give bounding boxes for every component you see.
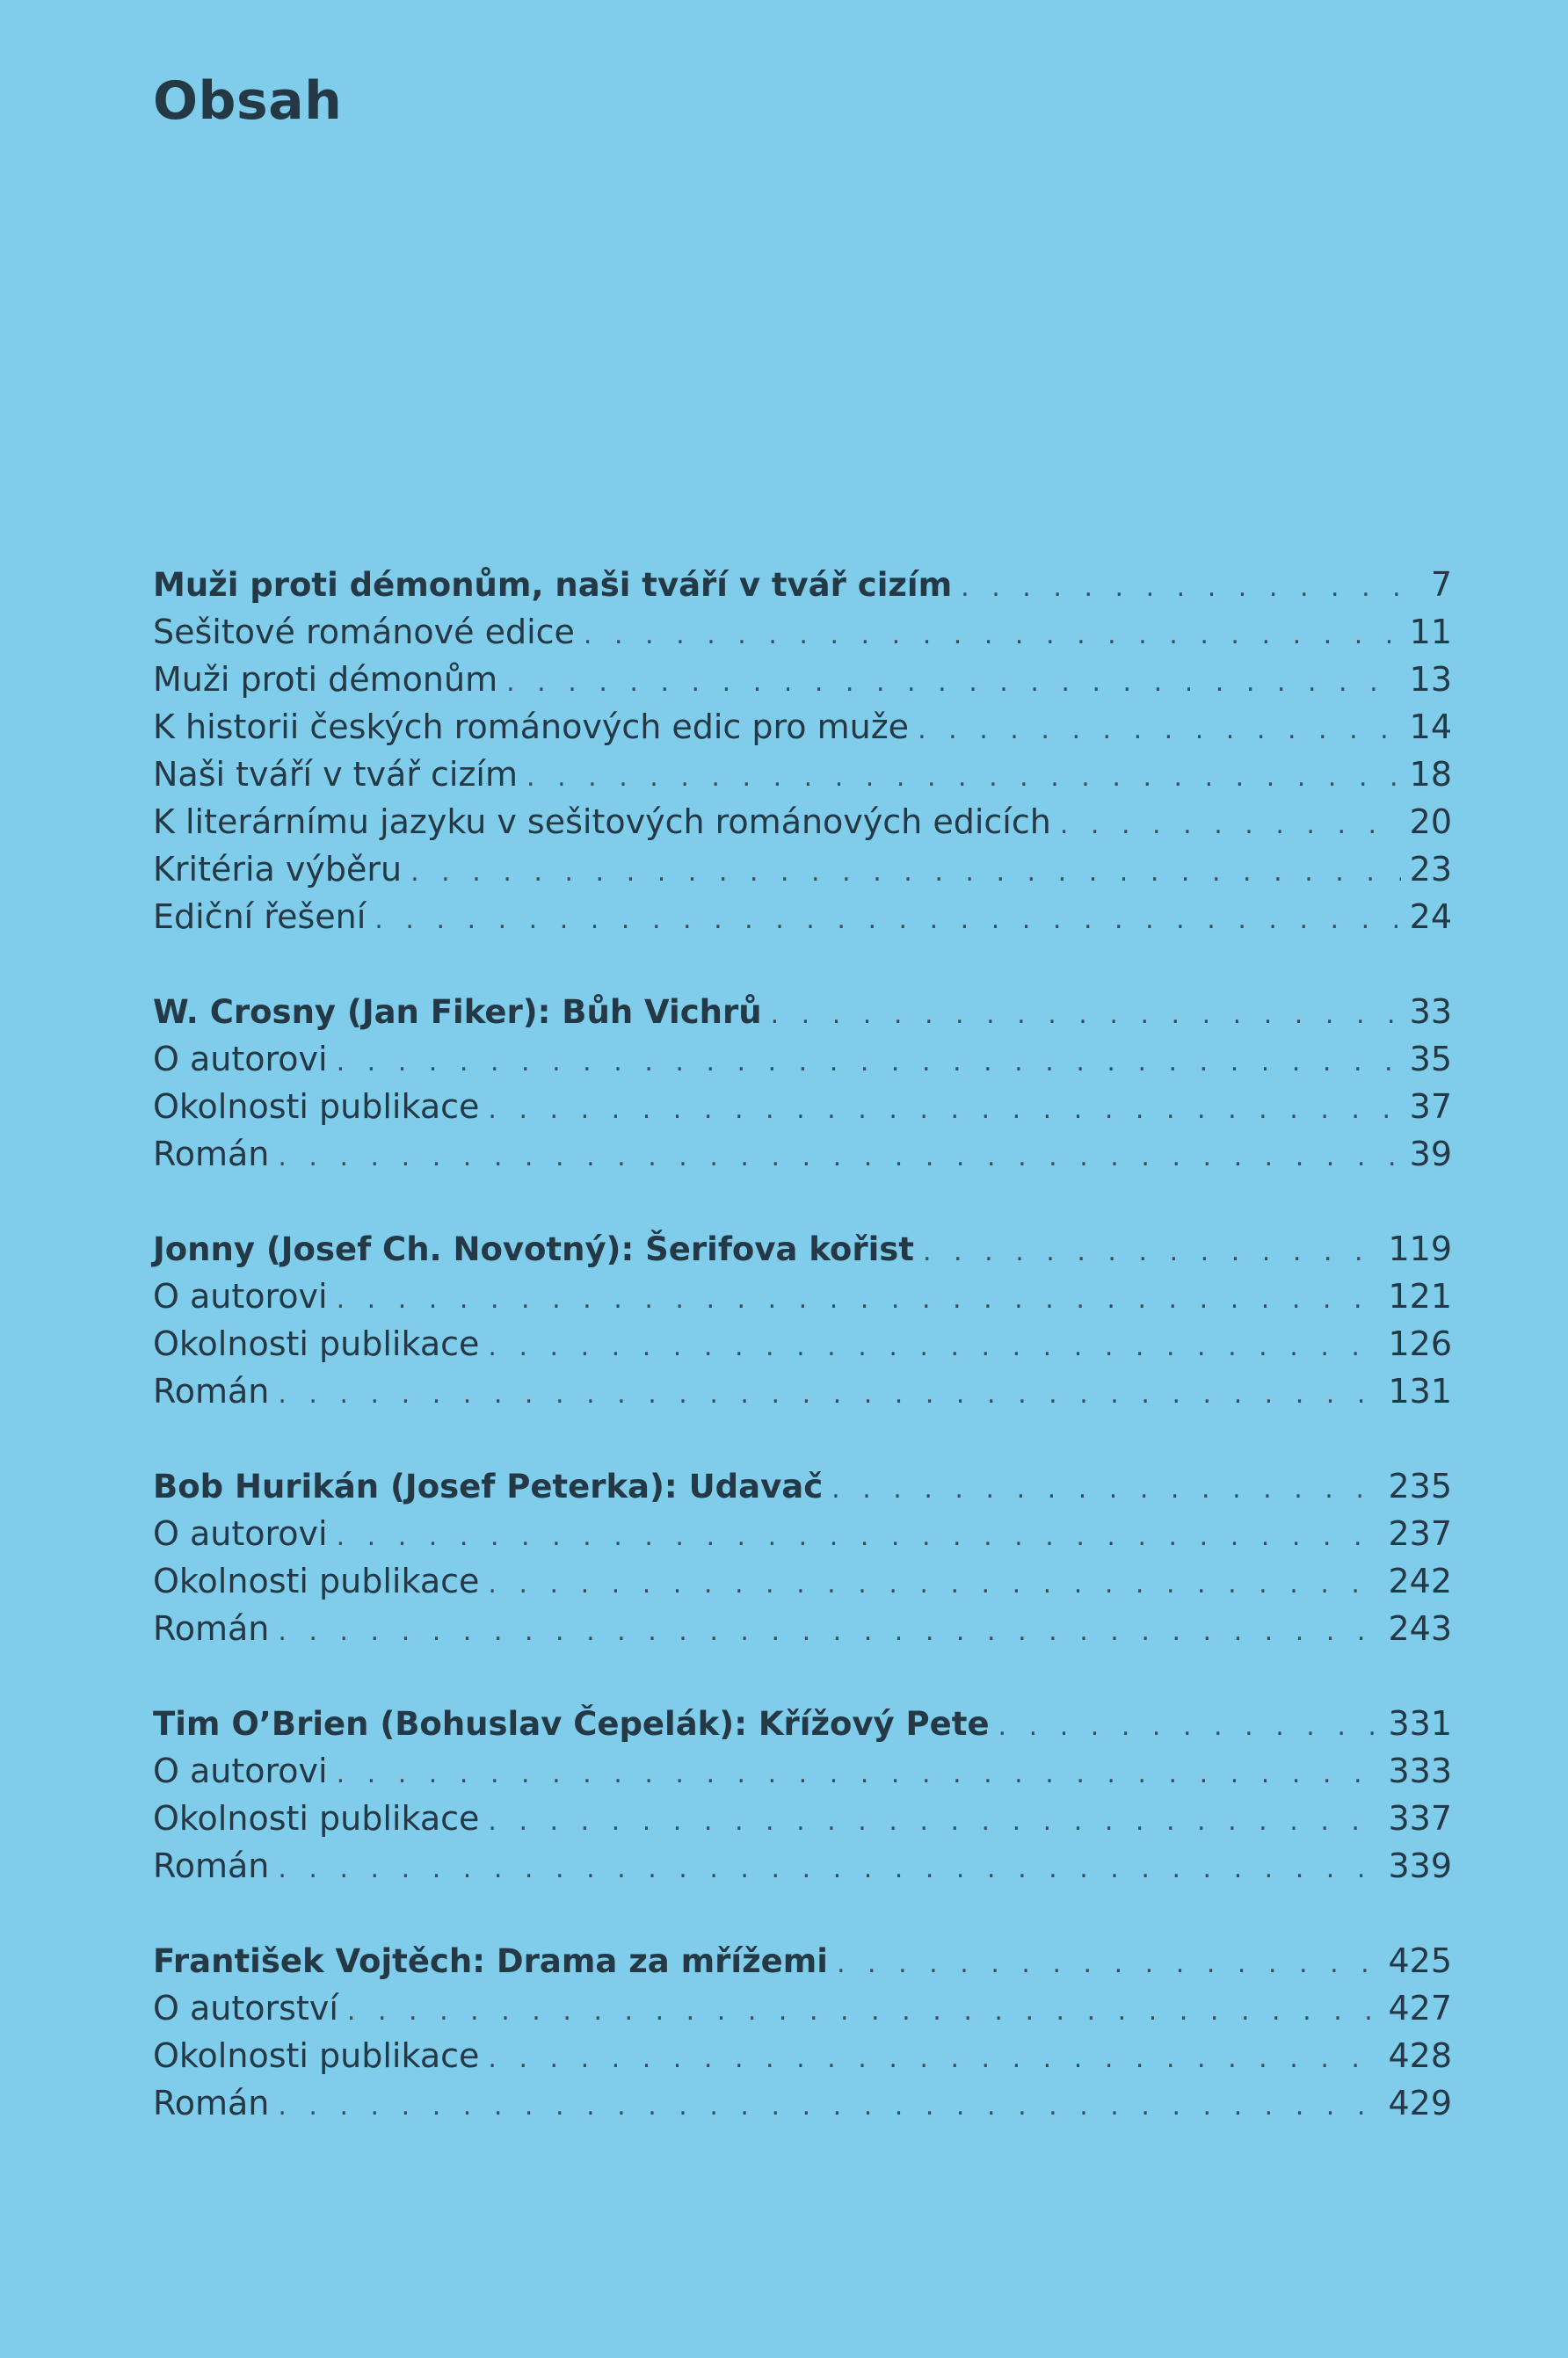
toc-section	[153, 561, 1452, 940]
toc-entry-title: O autorovi	[153, 1514, 328, 1553]
toc-entry-main	[153, 1937, 1452, 1984]
toc-section	[153, 1700, 1452, 1890]
toc-entry-title: O autorovi	[153, 1040, 328, 1078]
toc-page-number: 237	[1388, 1514, 1452, 1553]
toc-leader-dots	[410, 849, 1401, 896]
table-of-contents	[153, 561, 1452, 2174]
toc-page-number: 20	[1409, 802, 1452, 841]
toc-section	[153, 1462, 1452, 1652]
toc-entry-title: Okolnosti publikace	[153, 1799, 480, 1838]
toc-leader-dots	[526, 754, 1401, 802]
toc-entry	[153, 1605, 1452, 1652]
toc-leader-dots	[918, 707, 1401, 754]
toc-entry-title: Okolnosti publikace	[153, 1562, 480, 1600]
toc-leader-dots	[488, 2035, 1379, 2083]
toc-page-number: 24	[1409, 897, 1452, 936]
toc-page-number: 39	[1409, 1135, 1452, 1173]
toc-entry-title: O autorství	[153, 1989, 338, 2028]
toc-entry	[153, 1320, 1452, 1368]
toc-leader-dots	[347, 1988, 1380, 2035]
toc-leader-dots	[961, 564, 1417, 612]
toc-page-number: 13	[1409, 660, 1452, 699]
toc-entry	[153, 1795, 1452, 1842]
toc-leader-dots	[337, 1513, 1380, 1561]
toc-page-number: 37	[1409, 1087, 1452, 1126]
toc-entry-title: W. Crosny (Jan Fiker): Bůh Vichrů	[153, 993, 762, 1031]
toc-leader-dots	[488, 1086, 1400, 1134]
toc-leader-dots	[831, 1466, 1379, 1513]
toc-entry-title: Bob Hurikán (Josef Peterka): Udavač	[153, 1468, 824, 1505]
toc-section	[153, 988, 1452, 1178]
toc-entry	[153, 893, 1452, 940]
toc-page-number: 429	[1388, 2084, 1452, 2122]
toc-page-number: 7	[1430, 565, 1452, 604]
toc-page-number: 35	[1409, 1040, 1452, 1078]
toc-entry	[153, 1842, 1452, 1890]
toc-entry	[153, 2032, 1452, 2079]
toc-leader-dots	[337, 1751, 1380, 1798]
toc-page-number: 119	[1388, 1230, 1452, 1268]
toc-leader-dots	[837, 1941, 1380, 1988]
toc-entry-title: Román	[153, 1135, 270, 1173]
toc-entry-title: Jonny (Josef Ch. Novotný): Šerifova kořist	[153, 1230, 914, 1268]
toc-entry-title: Muži proti démonům	[153, 660, 498, 699]
toc-entry	[153, 1273, 1452, 1320]
toc-page-number: 425	[1388, 1941, 1452, 1980]
toc-leader-dots	[278, 2083, 1379, 2130]
toc-leader-dots	[1060, 802, 1401, 849]
toc-entry	[153, 1984, 1452, 2032]
toc-entry	[153, 798, 1452, 845]
toc-page-number: 427	[1388, 1989, 1452, 2028]
toc-entry	[153, 1130, 1452, 1178]
toc-leader-dots	[998, 1703, 1380, 1751]
toc-page-number: 126	[1388, 1324, 1452, 1363]
toc-entry	[153, 751, 1452, 798]
toc-leader-dots	[488, 1561, 1379, 1608]
toc-entry-main	[153, 1462, 1452, 1510]
toc-page-number: 242	[1388, 1562, 1452, 1600]
toc-leader-dots	[584, 612, 1401, 659]
toc-page-number: 131	[1388, 1372, 1452, 1411]
toc-entry-main	[153, 1700, 1452, 1747]
toc-entry-title: Román	[153, 1846, 270, 1885]
toc-entry-title: František Vojtěch: Drama za mřížemi	[153, 1942, 828, 1980]
toc-page-number: 23	[1409, 850, 1452, 889]
toc-entry	[153, 2079, 1452, 2127]
toc-page-number: 331	[1388, 1704, 1452, 1743]
toc-page-number: 333	[1388, 1752, 1452, 1790]
toc-leader-dots	[771, 991, 1401, 1039]
toc-entry	[153, 1747, 1452, 1795]
toc-entry	[153, 608, 1452, 656]
toc-leader-dots	[488, 1324, 1379, 1371]
toc-leader-dots	[278, 1608, 1379, 1656]
toc-page-number: 33	[1409, 992, 1452, 1031]
toc-entry-title: O autorovi	[153, 1752, 328, 1790]
toc-entry-title: Román	[153, 1609, 270, 1648]
toc-entry	[153, 1083, 1452, 1130]
toc-section	[153, 1225, 1452, 1415]
toc-entry-title: Román	[153, 2084, 270, 2122]
toc-entry-title: K literárnímu jazyku v sešitových románových edicích	[153, 802, 1051, 841]
toc-page-number: 121	[1388, 1277, 1452, 1316]
toc-entry-title: Ediční řešení	[153, 897, 367, 936]
toc-page-number: 339	[1388, 1846, 1452, 1885]
toc-leader-dots	[278, 1846, 1379, 1893]
toc-leader-dots	[337, 1276, 1380, 1324]
toc-leader-dots	[374, 896, 1400, 944]
page-title: Obsah	[153, 70, 343, 132]
toc-leader-dots	[278, 1134, 1400, 1181]
toc-entry-title: Tim O’Brien (Bohuslav Čepelák): Křížový Pete	[153, 1705, 990, 1743]
toc-entry-title: Muži proti démonům, naši tváří v tvář cizím	[153, 566, 953, 604]
toc-entry-title: Okolnosti publikace	[153, 1324, 480, 1363]
toc-entry	[153, 703, 1452, 751]
toc-entry	[153, 1510, 1452, 1557]
toc-page-number: 18	[1409, 755, 1452, 794]
toc-leader-dots	[337, 1039, 1401, 1086]
toc-leader-dots	[923, 1229, 1379, 1276]
toc-entry-title: Okolnosti publikace	[153, 2036, 480, 2075]
toc-entry	[153, 656, 1452, 703]
toc-entry-main	[153, 988, 1452, 1035]
toc-entry	[153, 1557, 1452, 1605]
toc-page-number: 337	[1388, 1799, 1452, 1838]
toc-page-number: 243	[1388, 1609, 1452, 1648]
toc-entry	[153, 845, 1452, 893]
toc-entry-main	[153, 1225, 1452, 1273]
toc-entry-title: Kritéria výběru	[153, 850, 403, 889]
toc-leader-dots	[506, 659, 1401, 707]
toc-entry-title: Román	[153, 1372, 270, 1411]
toc-entry-title: Naši tváří v tvář cizím	[153, 755, 518, 794]
toc-entry	[153, 1035, 1452, 1083]
toc-leader-dots	[488, 1798, 1379, 1846]
toc-page-number: 235	[1388, 1467, 1452, 1505]
toc-page-number: 11	[1409, 613, 1452, 651]
toc-entry-title: Okolnosti publikace	[153, 1087, 480, 1126]
toc-page-number: 14	[1409, 707, 1452, 746]
toc-entry-title: Sešitové románové edice	[153, 613, 575, 651]
toc-entry	[153, 1368, 1452, 1415]
toc-entry-title: O autorovi	[153, 1277, 328, 1316]
toc-leader-dots	[278, 1371, 1379, 1418]
toc-page-number: 428	[1388, 2036, 1452, 2075]
toc-section	[153, 1937, 1452, 2127]
toc-entry-title: K historii českých románových edic pro muže	[153, 707, 910, 746]
toc-entry-main	[153, 561, 1452, 608]
